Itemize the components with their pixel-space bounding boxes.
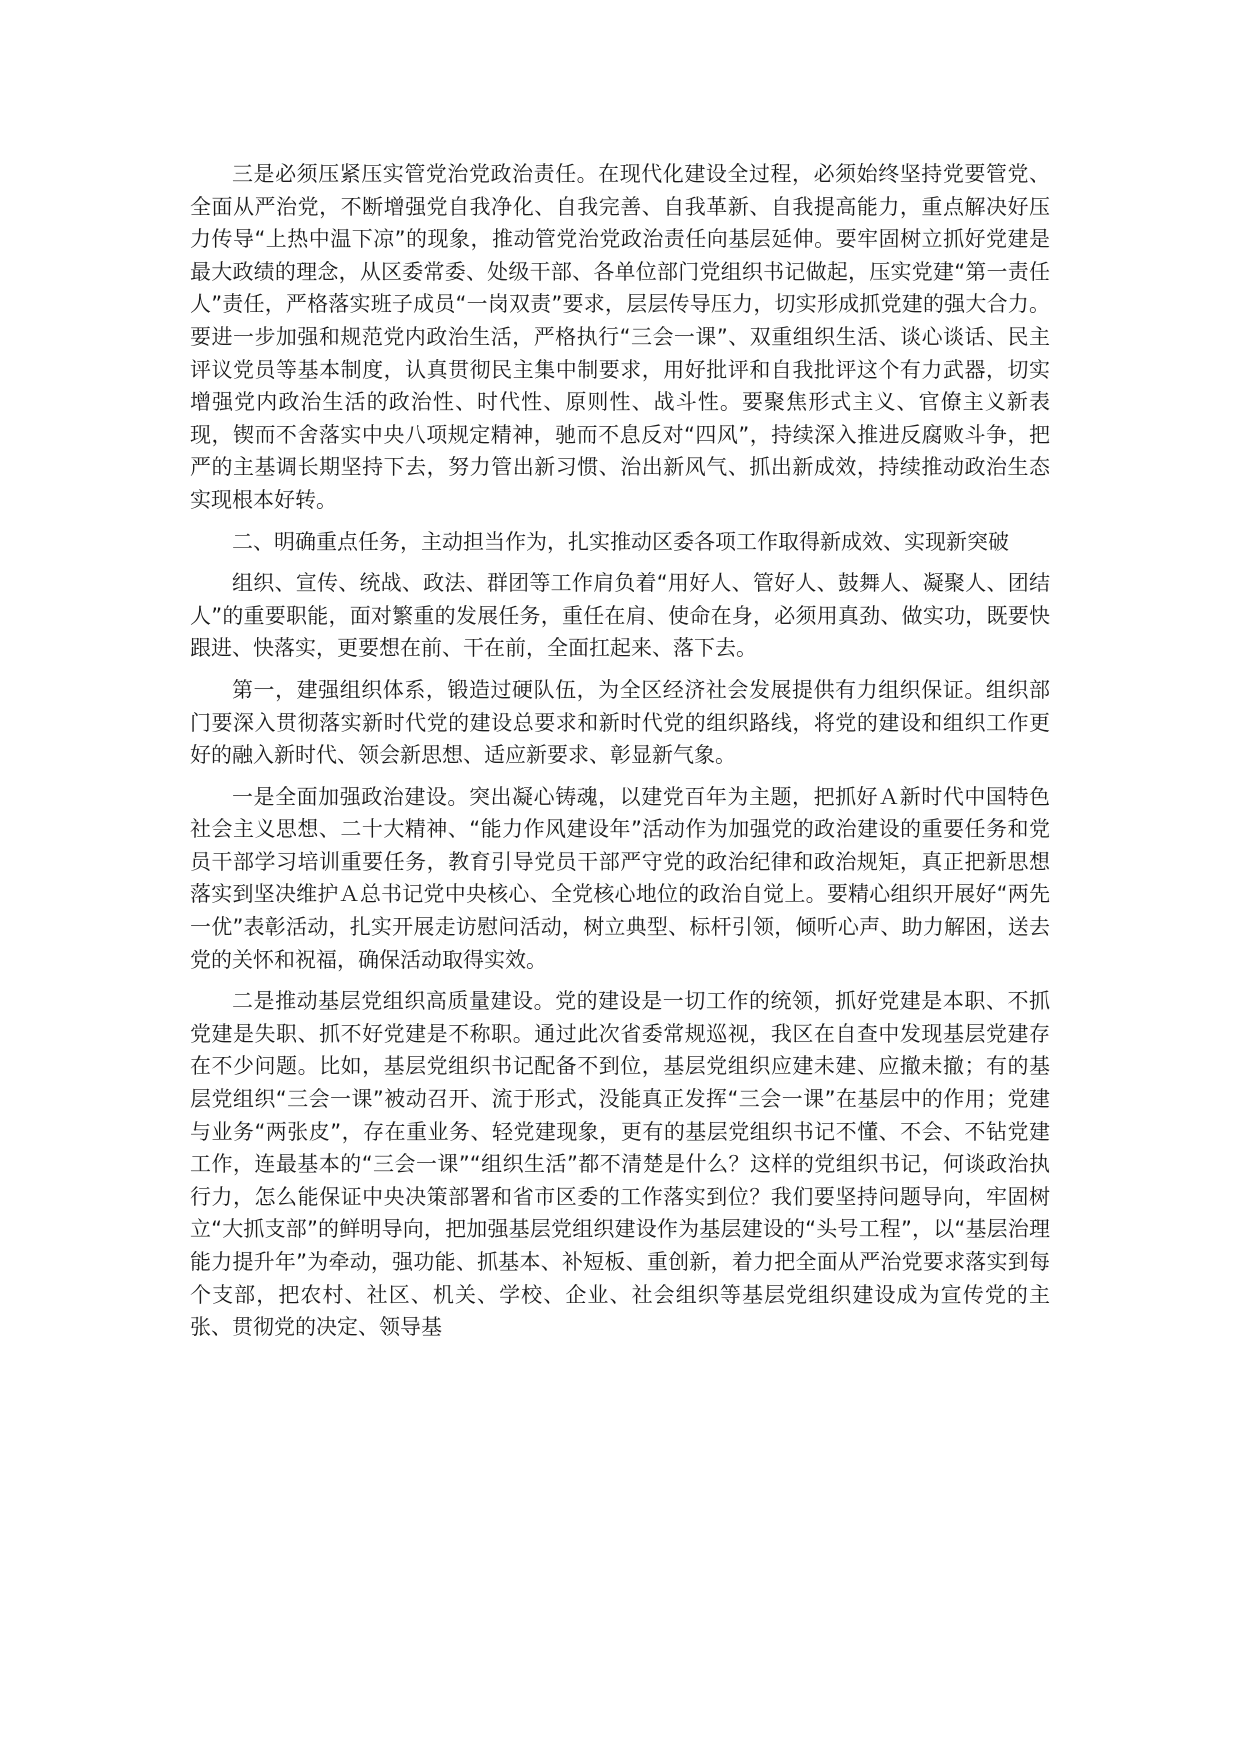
paragraph-organization-system: 第一，建强组织体系，锻造过硬队伍，为全区经济社会发展提供有力组织保证。组织部门要深入贯彻落实新时代党的建设总要求和新时代党的组织路线，将党的建设和组织工作更好的融入新时代、领会新思想、适应新要求、彰显新气象。 [190,677,1050,768]
document-body [190,158,1050,1353]
section-heading-key-tasks: 二、明确重点任务，主动担当作为，扎实推动区委各项工作取得新成效、实现新突破 [232,529,1009,554]
paragraph-political-responsibility: 三是必须压紧压实管党治党政治责任。在现代化建设全过程，必须始终坚持党要管党、全面从严治党，不断增强党自我净化、自我完善、自我革新、自我提高能力，重点解决好压力传导“上热中温下凉”的现象，推动管党治党政治责任向基层延伸。要牢固树立抓好党建是最大政绩的理念，从区委常委、处级干部、各单位部门党组织书记做起，压实党建“第一责任人”责任，严格落实班子成员“一岗双责”要求，层层传导压力，切实形成抓党建的强大合力。要进一步加强和规范党内政治生活，严格执行“三会一课”、双重组织生活、谈心谈话、民主评议党员等基本制度，认真贯彻民主集中制要求，用好批评和自我批评这个有力武器，切实增强党内政治生活的政治性、时代性、原则性、战斗性。要聚焦形式主义、官僚主义新表现，锲而不舍落实中央八项规定精神，驰而不息反对“四风”，持续深入推进反腐败斗争，把严的主基调长期坚持下去，努力管出新习惯、治出新风气、抓出新成效，持续推动政治生态实现根本好转。 [190,162,1050,512]
paragraph-functions-overview: 组织、宣传、统战、政法、群团等工作肩负着“用好人、管好人、鼓舞人、凝聚人、团结人”的重要职能，面对繁重的发展任务，重任在肩、使命在身，必须用真劲、做实功，既要快跟进、快落实，更要想在前、干在前，全面扛起来、落下去。 [190,571,1050,661]
paragraph-political-construction: 一是全面加强政治建设。突出凝心铸魂，以建党百年为主题，把抓好Ａ新时代中国特色社会主义思想、二十大精神、“能力作风建设年”活动作为加强党的政治建设的重要任务和党员干部学习培训重要任务，教育引导党员干部严守党的政治纪律和政治规矩，真正把新思想落实到坚决维护Ａ总书记党中央核心、全党核心地位的政治自觉上。要精心组织开展好“两先一优”表彰活动，扎实开展走访慰问活动，树立典型、标杆引领，倾听心声、助力解困，送去党的关怀和祝福，确保活动取得实效。 [190,784,1050,972]
paragraph-grassroots-party-building: 二是推动基层党组织高质量建设。党的建设是一切工作的统领，抓好党建是本职、不抓党建是失职、抓不好党建是不称职。通过此次省委常规巡视，我区在自查中发现基层党建存在不少问题。比如，基层党组织书记配备不到位，基层党组织应建未建、应撤未撤；有的基层党组织“三会一课”被动召开、流于形式，没能真正发挥“三会一课”在基层中的作用；党建与业务“两张皮”，存在重业务、轻党建现象，更有的基层党组织书记不懂、不会、不钻党建工作，连最基本的“三会一课”“组织生活”都不清楚是什么？这样的党组织书记，何谈政治执行力，怎么能保证中央决策部署和省市区委的工作落实到位？我们要坚持问题导向，牢固树立“大抓支部”的鲜明导向，把加强基层党组织建设作为基层建设的“头号工程”，以“基层治理能力提升年”为牵动，强功能、抓基本、补短板、重创新，着力把全面从严治党要求落实到每个支部，把农村、社区、机关、学校、企业、社会组织等基层党组织建设成为宣传党的主张、贯彻党的决定、领导基 [190,989,1050,1340]
